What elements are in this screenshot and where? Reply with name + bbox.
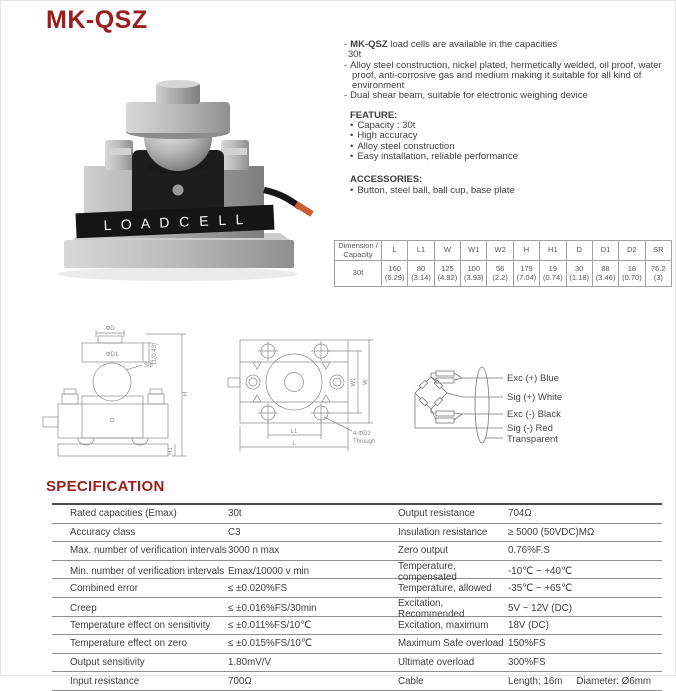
dim-label-h: H	[183, 391, 189, 397]
accessories-item: • Button, steel ball, ball cup, base plate	[350, 184, 515, 196]
feature-item: • High accuracy	[350, 130, 418, 142]
specification-table	[52, 503, 662, 691]
spec-row: Creep ≤ ±0.016%FS/30min Excitation, Recommended 5V ~ 12V (DC)	[52, 598, 662, 617]
dim-label-w1: W1	[351, 377, 357, 387]
description-bullet: - Dual shear beam, suitable for electronic weighing device	[344, 90, 588, 102]
wire-label-transparent: Transparent	[507, 434, 558, 445]
description-bullet: - Alloy steel construction, nickel plated, hermetically welded, oil proof, water proof, anti-corrosive gas and medium making it suitable for all kind of environment	[344, 59, 662, 92]
dimension-table-header: Dimension / Capacity L L1 W W1 W2 H H1 D D1 D2 SR	[335, 241, 672, 261]
bridge-diamond	[415, 377, 447, 409]
dim-label-phi-d: ΦD	[105, 326, 115, 332]
load-cell-band-label: L O A D C E L L	[103, 210, 247, 234]
spec-row: Output sensitivity 1.80mV/V Ultimate overload 300%FS	[52, 654, 662, 673]
front-view-drawing	[36, 320, 226, 468]
feature-item: • Easy installation, reliable performance	[350, 150, 518, 162]
bolt-holes	[258, 341, 331, 423]
wire-label-exc-plus: Exc (+) Blue	[507, 373, 560, 384]
dim-label-11-043: 11(0.43)	[152, 343, 158, 365]
spec-row: Temperature effect on zero ≤ ±0.015%FS/10℃ Maximum Safe overload 150%FS	[52, 635, 662, 654]
dim-label-w: W	[363, 379, 369, 385]
load-cell-photo-shapes	[58, 80, 312, 281]
spec-row: Rated capacities (Emax) 30t Output resistance 704Ω	[52, 505, 662, 524]
wire-labels	[507, 373, 562, 445]
spec-row: Combined error ≤ ±0.020%FS Temperature, allowed -35℃ ~ +65℃	[52, 579, 662, 598]
dimension-table-row: 30t 160 (6.29) 80 (3.14) 125 (4.92) 100 (3.93) 56 (2.2) 179 (7.04) 19 (0.74) 30 (1.18) 88 (3.46) 18 (0.70) 76.2 (3)	[335, 261, 672, 287]
feature-item: • Alloy steel construction	[350, 140, 455, 152]
dim-label-h1: H1	[168, 447, 174, 455]
dim-label-l1: L1	[290, 429, 298, 435]
wire-label-sig-plus: Sig (+) White	[507, 392, 563, 403]
feature-heading: FEATURE:	[350, 109, 398, 121]
dim-label-through: Through	[353, 439, 376, 445]
product-description	[344, 40, 672, 196]
spec-row: Min. number of verification intervals Emax/10000 v min Temperature, compensated -10℃ ~ +40℃	[52, 561, 662, 580]
cable	[264, 190, 300, 207]
spec-row: Max. number of verification intervals 3000 n max Zero output 0.76%F.S	[52, 542, 662, 561]
wire-label-exc-minus: Exc (-) Black	[507, 409, 561, 420]
accessories-heading: ACCESSORIES:	[350, 174, 423, 186]
spec-row: Temperature effect on sensitivity ≤ ±0.011%FS/10℃ Excitation, maximum 18V (DC)	[52, 617, 662, 636]
feature-item: • Capacity : 30t	[350, 120, 416, 132]
spec-row: Accuracy class C3 Insulation resistance ≥ 5000 (50VDC)MΩ	[52, 524, 662, 543]
spec-row: Input resistance 700Ω Cable Length: 16m Diameter: Ø6mm	[52, 672, 662, 691]
dim-label-phi-d1: ΦD1	[105, 352, 119, 358]
dim-label-s-phi: SΦ	[144, 363, 153, 369]
page-title: MK-QSZ	[46, 6, 148, 34]
product-photo	[28, 50, 313, 285]
dim-label-4-phi-d2: 4-ΦD2	[353, 431, 371, 437]
dimension-table	[334, 240, 672, 287]
cable-tip	[296, 204, 312, 214]
specification-heading: SPECIFICATION	[46, 478, 165, 495]
wire-label-sig-minus: Sig (-) Red	[507, 423, 553, 434]
wiring-diagram	[392, 353, 670, 458]
dim-label-l: L	[292, 441, 296, 447]
description-bullet: - MK-QSZ load cells are available in the capacities 30t	[344, 39, 558, 61]
top-view-drawing	[226, 328, 411, 470]
